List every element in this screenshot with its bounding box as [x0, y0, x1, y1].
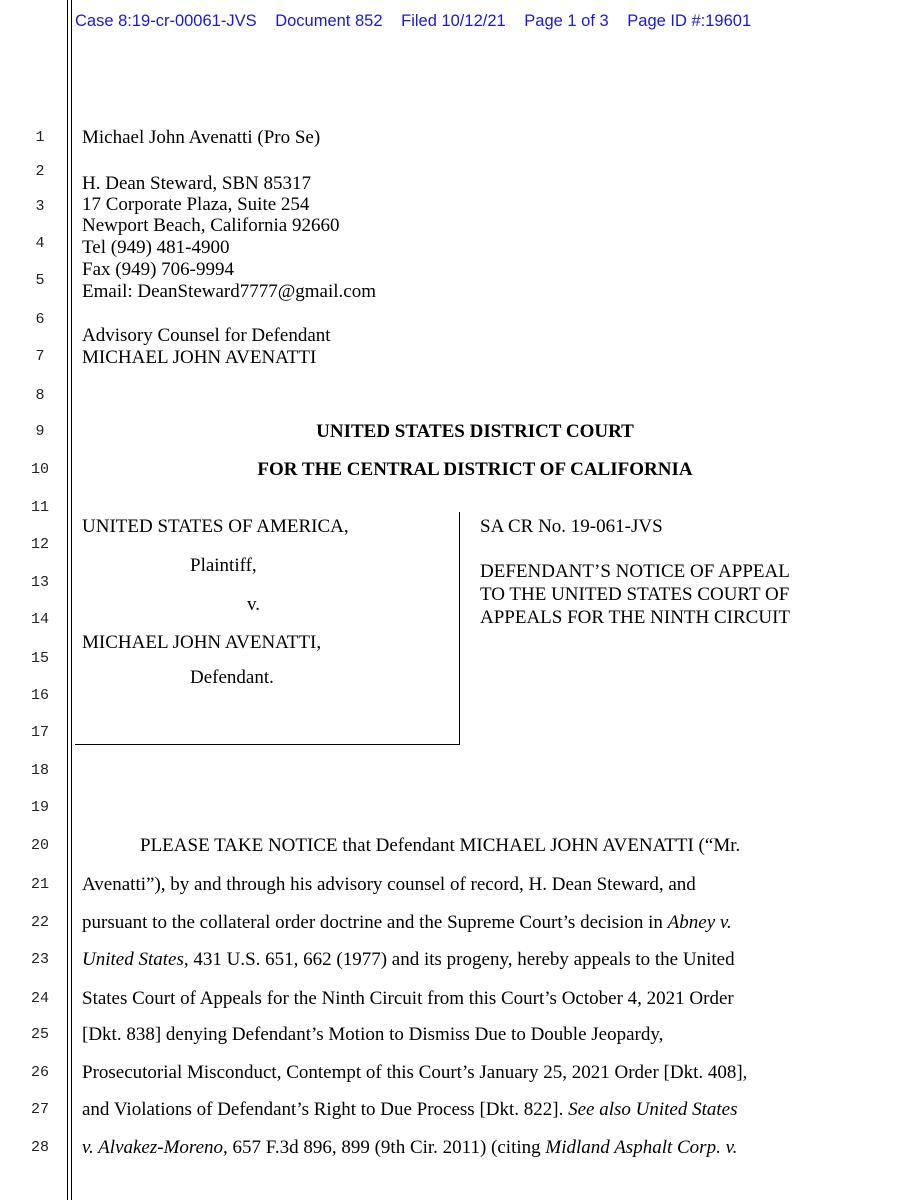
- left-margin-rule: [67, 0, 68, 1200]
- versus-label: v.: [247, 594, 261, 615]
- line-number: 27: [30, 1101, 49, 1118]
- body-line-22: [82, 912, 732, 934]
- line-number: 6: [35, 311, 45, 328]
- line-number: 13: [30, 574, 49, 591]
- line-number: 26: [30, 1064, 49, 1081]
- header-case-number: Case 8:19-cr-00061-JVS: [75, 12, 257, 30]
- body-line-22-text: pursuant to the collateral order doctrine and the Supreme Court’s decision in: [82, 912, 668, 933]
- line-number: 23: [30, 951, 49, 968]
- counsel-email: Email: DeanSteward7777@gmail.com: [82, 281, 376, 302]
- counsel-address-line2: Newport Beach, California 92660: [82, 215, 340, 236]
- body-line-20: PLEASE TAKE NOTICE that Defendant MICHAEL JOHN AVENATTI (“Mr.: [140, 835, 741, 856]
- header-document-number: Document 852: [275, 12, 383, 30]
- body-line-25: [Dkt. 838] denying Defendant’s Motion to Dismiss Due to Double Jeopardy,: [82, 1024, 664, 1045]
- case-citation-midland-asphalt: Midland Asphalt Corp. v.: [545, 1137, 738, 1158]
- counsel-client-name: MICHAEL JOHN AVENATTI: [82, 347, 317, 368]
- body-line-23-text: , 431 U.S. 651, 662 (1977) and its progeny, hereby appeals to the United: [183, 949, 735, 970]
- counsel-defendant-pro-se: Michael John Avenatti (Pro Se): [82, 127, 321, 148]
- case-citation-united-states: United States: [82, 949, 184, 970]
- counsel-telephone: Tel (949) 481-4900: [82, 237, 230, 258]
- court-name: UNITED STATES DISTRICT COURT: [316, 421, 634, 442]
- line-number: 25: [30, 1026, 49, 1043]
- line-number: 28: [30, 1139, 49, 1156]
- ecf-header: [75, 12, 765, 31]
- counsel-fax: Fax (949) 706-9994: [82, 259, 234, 280]
- line-number: 20: [30, 837, 49, 854]
- line-number: 24: [30, 990, 49, 1007]
- document-title-line1: DEFENDANT’S NOTICE OF APPEAL: [480, 561, 790, 582]
- body-line-23: [82, 949, 735, 971]
- body-line-27: [82, 1099, 738, 1121]
- header-filed-date: Filed 10/12/21: [401, 12, 506, 30]
- line-number: 19: [30, 799, 49, 816]
- line-number: 5: [35, 272, 45, 289]
- body-line-27-text: and Violations of Defendant’s Right to Due Process [Dkt. 822].: [82, 1099, 569, 1120]
- line-number: 7: [35, 348, 45, 365]
- line-number: 22: [30, 914, 49, 931]
- defendant-label: Defendant.: [190, 667, 274, 688]
- line-number: 18: [30, 762, 49, 779]
- document-title-line2: TO THE UNITED STATES COURT OF: [480, 584, 790, 605]
- line-number: 9: [35, 423, 45, 440]
- body-line-28: [82, 1137, 737, 1159]
- line-number: 1: [35, 129, 45, 146]
- case-number: SA CR No. 19-061-JVS: [480, 516, 663, 537]
- header-page-count: Page 1 of 3: [524, 12, 609, 30]
- counsel-name: H. Dean Steward, SBN 85317: [82, 173, 312, 194]
- court-district: FOR THE CENTRAL DISTRICT OF CALIFORNIA: [257, 459, 693, 480]
- counsel-address-line1: 17 Corporate Plaza, Suite 254: [82, 194, 310, 215]
- line-number: 3: [35, 198, 45, 215]
- line-number: 15: [30, 650, 49, 667]
- body-line-21: Avenatti”), by and through his advisory counsel of record, H. Dean Steward, and: [82, 874, 696, 895]
- body-line-28-text: , 657 F.3d 896, 899 (9th Cir. 2011) (citing: [223, 1137, 546, 1158]
- counsel-role: Advisory Counsel for Defendant: [82, 325, 331, 346]
- left-margin-rule-inner: [71, 0, 72, 1200]
- line-number: 21: [30, 876, 49, 893]
- line-number: 10: [30, 461, 49, 478]
- line-number: 4: [35, 235, 45, 252]
- line-number: 17: [30, 724, 49, 741]
- see-also-citation: See also United States: [568, 1099, 738, 1120]
- line-number: 12: [30, 536, 49, 553]
- document-title-line3: APPEALS FOR THE NINTH CIRCUIT: [480, 607, 791, 628]
- plaintiff-party: UNITED STATES OF AMERICA,: [82, 516, 349, 537]
- case-citation-alvakez-moreno: v. Alvakez-Moreno: [82, 1137, 224, 1158]
- line-number: 2: [35, 163, 45, 180]
- defendant-party: MICHAEL JOHN AVENATTI,: [82, 632, 322, 653]
- caption-box: [75, 512, 460, 745]
- line-number: 11: [30, 499, 49, 516]
- plaintiff-label: Plaintiff,: [190, 555, 257, 576]
- case-citation-abney: Abney v.: [667, 912, 732, 933]
- header-page-id: Page ID #:19601: [627, 12, 752, 30]
- line-number: 14: [30, 611, 49, 628]
- body-line-26: Prosecutorial Misconduct, Contempt of this Court’s January 25, 2021 Order [Dkt. 408],: [82, 1062, 748, 1083]
- body-line-24: States Court of Appeals for the Ninth Circuit from this Court’s October 4, 2021 Order: [82, 988, 734, 1009]
- line-number: 8: [35, 387, 45, 404]
- line-number: 16: [30, 687, 49, 704]
